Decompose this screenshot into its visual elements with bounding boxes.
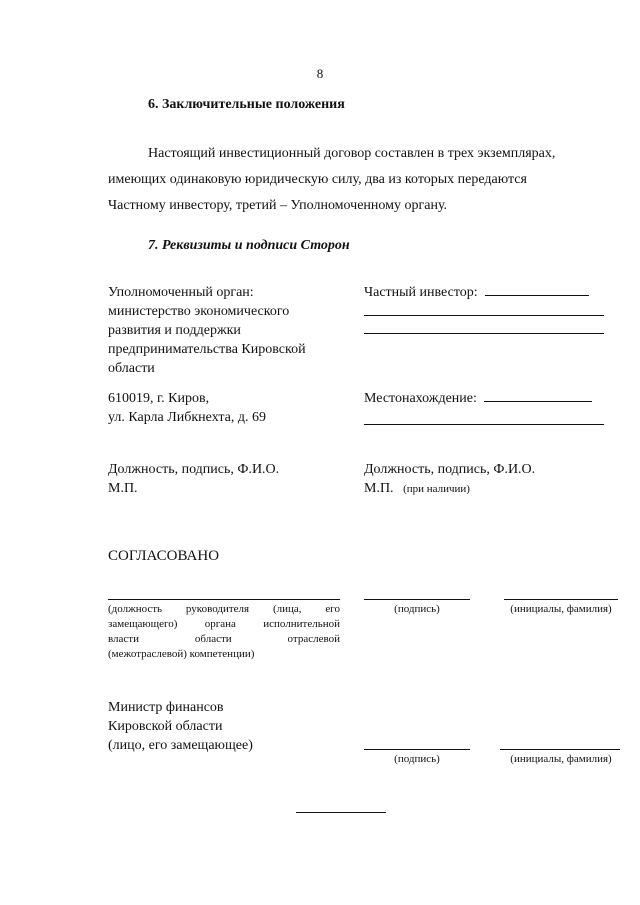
location-field[interactable]: [484, 389, 592, 402]
location-blank-line[interactable]: [364, 424, 604, 425]
seal-label: М.П.: [364, 481, 394, 496]
position-line[interactable]: [108, 599, 340, 600]
name-caption: (инициалы, фамилия): [510, 603, 612, 615]
authorized-body-name-line: министерство экономического: [108, 304, 290, 319]
signature-label: Должность, подпись, Ф.И.О.: [108, 462, 280, 477]
investor-block: [364, 283, 589, 302]
caption-line: замещающего) органа исполнительной: [108, 618, 340, 630]
authorized-body-block: [108, 283, 306, 378]
signature-caption: (подпись): [394, 603, 440, 615]
minister-signature-caption: (подпись): [394, 753, 440, 765]
seal-label: М.П.: [108, 481, 138, 496]
caption-line: (межотраслевой) компетенции): [108, 648, 255, 660]
investor-label: Частный инвестор:: [364, 285, 478, 300]
caption-line: власти области отраслевой: [108, 633, 340, 645]
authorized-body-name-line: предпринимательства Кировской: [108, 342, 306, 357]
section-6-title: 6. Заключительные положения: [148, 97, 345, 112]
address-line: ул. Карла Либкнехта, д. 69: [108, 410, 266, 425]
seal-note: (при наличии): [403, 483, 470, 495]
section-6-paragraph: [108, 141, 608, 219]
investor-name-field[interactable]: [485, 283, 589, 296]
minister-region: Кировской области: [108, 719, 223, 734]
location-block: [364, 389, 592, 408]
investor-signature: [364, 460, 535, 499]
address-line: 610019, г. Киров,: [108, 391, 210, 406]
authorized-body-label: Уполномоченный орган:: [108, 285, 254, 300]
approval-title: СОГЛАСОВАНО: [108, 548, 220, 564]
minister-name-caption: (инициалы, фамилия): [510, 753, 612, 765]
end-of-document-rule: [296, 812, 386, 813]
minister-title: Министр финансов: [108, 700, 224, 715]
name-line[interactable]: [504, 599, 618, 600]
location-label: Местонахождение:: [364, 391, 477, 406]
minister-name-line[interactable]: [500, 749, 620, 750]
authorized-body-address: [108, 389, 266, 427]
caption-line: (должность руководителя (лица, его: [108, 603, 340, 615]
paragraph-line-2: имеющих одинаковую юридическую силу, два из которых передаются: [108, 172, 527, 187]
paragraph-line-3: Частному инвестору, третий – Уполномоченному органу.: [108, 198, 448, 213]
minister-deputy-note: (лицо, его замещающее): [108, 738, 253, 753]
page-number: 8: [316, 66, 324, 81]
paragraph-line-1: Настоящий инвестиционный договор составлен в трех экземплярах,: [148, 146, 556, 161]
authorized-body-name-line: области: [108, 361, 155, 376]
investor-blank-line[interactable]: [364, 333, 604, 334]
authorized-body-name-line: развития и поддержки: [108, 323, 241, 338]
minister-block: [108, 698, 253, 755]
signature-label: Должность, подпись, Ф.И.О.: [364, 462, 536, 477]
authorized-body-signature: [108, 460, 279, 498]
investor-blank-line[interactable]: [364, 315, 604, 316]
minister-signature-line[interactable]: [364, 749, 470, 750]
position-caption: [108, 602, 340, 662]
signature-line[interactable]: [364, 599, 470, 600]
section-7-title: 7. Реквизиты и подписи Сторон: [148, 238, 350, 253]
